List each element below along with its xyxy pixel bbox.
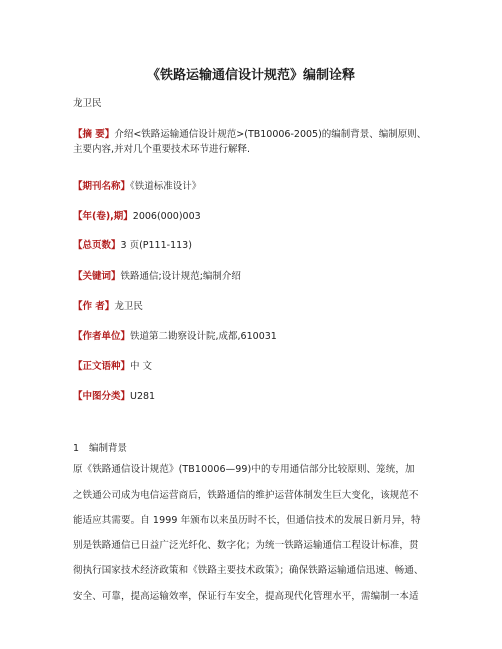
field-author xyxy=(73,300,143,313)
abstract-label: 【摘 要】 xyxy=(73,129,115,140)
field-value: 2006(000)003 xyxy=(132,211,201,222)
body-line: 安全、可靠，提高运输效率，保证行车安全，提高现代化管理水平，需编制一本适 xyxy=(73,591,419,602)
abstract-line-2: 主要内容,并对几个重要技术环节进行解释. xyxy=(73,144,251,155)
abstract-line-1 xyxy=(73,126,426,140)
body-line: 能适应其需要。自 1999 年颁布以来虽历时不长，但通信技术的发展日新月异，特 xyxy=(73,515,421,526)
document-title: 《铁路运输通信设计规范》编制诠释 xyxy=(146,68,355,83)
body-line: 原《铁路通信设计规范》(TB10006—99)中的专用通信部分比较原则、笼统，加 xyxy=(73,464,415,475)
field-keywords xyxy=(73,270,241,283)
field-value: 铁路通信;设计规范;编制介绍 xyxy=(120,271,241,282)
field-pages xyxy=(73,239,192,252)
field-value: 龙卫民 xyxy=(114,301,143,312)
field-language xyxy=(73,360,152,373)
field-label: 【年(卷),期】 xyxy=(73,211,133,222)
section-number: 1 xyxy=(73,443,80,454)
field-label: 【期刊名称】 xyxy=(73,181,131,192)
body-line: 之铁通公司成为电信运营商后，铁路通信的维护运营体制发生巨大变化，该规范不 xyxy=(73,490,419,501)
body-line: 别是铁路通信已日益广泛光纤化、数字化；为统一铁路运输通信工程设计标准，贯 xyxy=(73,540,419,551)
field-value: 中 文 xyxy=(130,361,153,372)
body-line: 彻执行国家技术经济政策和《铁路主要技术政策》；确保铁路运输通信迅速、畅通、 xyxy=(73,565,424,576)
section-heading xyxy=(73,440,127,454)
field-label: 【作者单位】 xyxy=(73,331,131,342)
field-year-volume xyxy=(73,210,201,223)
field-value: 《铁道标准设计》 xyxy=(130,181,202,192)
field-value: 铁道第二勘察设计院,成都,610031 xyxy=(130,331,277,342)
field-affiliation xyxy=(73,330,277,343)
field-label: 【关键词】 xyxy=(73,271,121,282)
field-label: 【正文语种】 xyxy=(73,361,131,372)
abstract-text-1: 介绍<铁路运输通信设计规范>(TB10006-2005)的编制背景、编制原则、 xyxy=(114,129,427,140)
field-label: 【中图分类】 xyxy=(73,391,131,402)
field-journal xyxy=(73,180,201,193)
field-value: U281 xyxy=(130,391,156,402)
field-value: 3 页(P111-113) xyxy=(120,240,192,251)
author-name: 龙卫民 xyxy=(73,98,102,109)
section-title: 编制背景 xyxy=(89,443,128,454)
field-label: 【总页数】 xyxy=(73,240,121,251)
field-label: 【作 者】 xyxy=(73,301,115,312)
field-classification xyxy=(73,390,155,403)
